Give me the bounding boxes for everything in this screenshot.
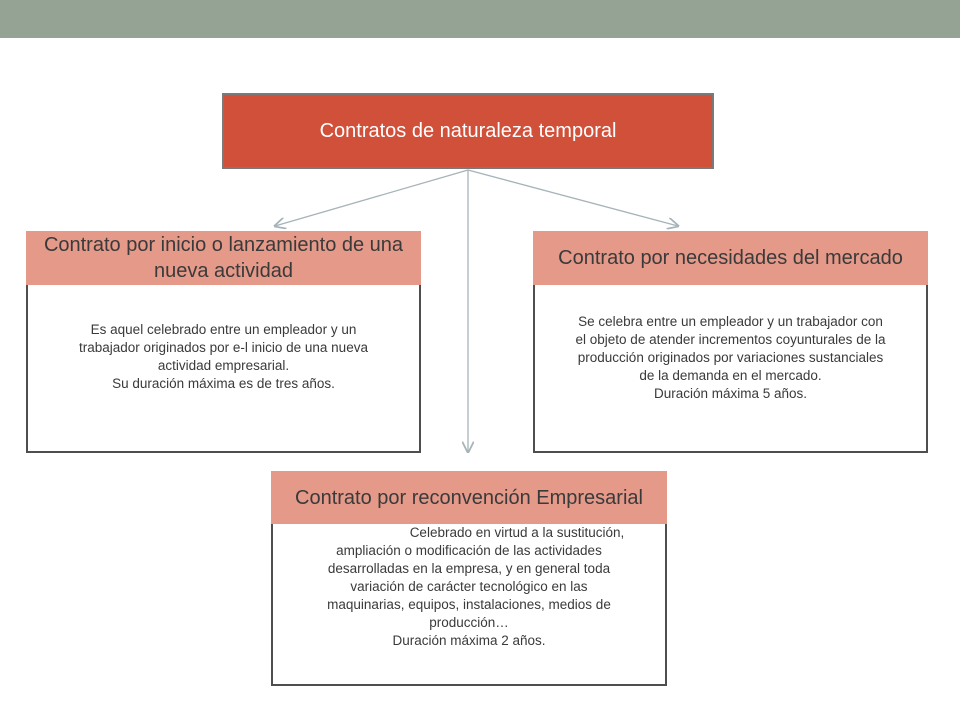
branch-market-needs-line: Se celebra entre un empleador y un trabajador con — [578, 314, 883, 329]
root-node — [222, 93, 714, 169]
branch-market-needs-line: el objeto de atender incrementos coyunturales de la — [575, 332, 886, 347]
connector-left — [275, 170, 468, 226]
branch-market-needs-title: Contrato por necesidades del mercado — [558, 247, 903, 269]
branch-business-reconversion-title: Contrato por reconvención Empresarial — [295, 486, 643, 509]
branch-new-activity-line: actividad empresarial. — [157, 358, 290, 373]
branch-market-needs-body — [533, 285, 928, 453]
branch-new-activity-line: Su duración máxima es de tres años. — [112, 376, 335, 391]
branch-new-activity-title: Contrato por inicio o lanzamiento de una nueva actividad — [43, 234, 404, 282]
branch-market-needs-line: Duración máxima 5 años. — [653, 386, 808, 401]
branch-business-reconversion-line-first — [287, 524, 651, 542]
branch-business-reconversion-line: desarrolladas en la empresa, y en general toda — [327, 561, 611, 576]
branch-business-reconversion-body — [271, 524, 667, 686]
branch-business-reconversion-line: ampliación o modificación de las actividades — [336, 543, 602, 558]
branch-new-activity — [26, 231, 421, 453]
branch-new-activity-line: trabajador originados por e-l inicio de una nueva — [79, 340, 368, 355]
branch-business-reconversion-line: Celebrado en virtud a la sustitución, — [409, 525, 625, 540]
branch-new-activity-body — [26, 285, 421, 453]
branch-business-reconversion — [271, 471, 667, 686]
branch-business-reconversion-line: maquinarias, equipos, instalaciones, medios de — [327, 597, 611, 612]
branch-business-reconversion-line: Duración máxima 2 años. — [392, 633, 546, 648]
branch-market-needs-line: de la demanda en el mercado. — [639, 368, 822, 383]
branch-new-activity-header — [26, 231, 421, 285]
branch-market-needs — [533, 231, 928, 453]
branch-business-reconversion-line: producción… — [429, 615, 509, 630]
branch-business-reconversion-header — [271, 471, 667, 524]
branch-market-needs-header — [533, 231, 928, 285]
connector-right — [468, 170, 678, 226]
branch-market-needs-line: producción originados por variaciones sustanciales — [577, 350, 884, 365]
branch-new-activity-line: Es aquel celebrado entre un empleador y un — [90, 322, 357, 337]
branch-business-reconversion-line: variación de carácter tecnológico en las — [350, 579, 588, 594]
root-title: Contratos de naturaleza temporal — [319, 119, 617, 142]
